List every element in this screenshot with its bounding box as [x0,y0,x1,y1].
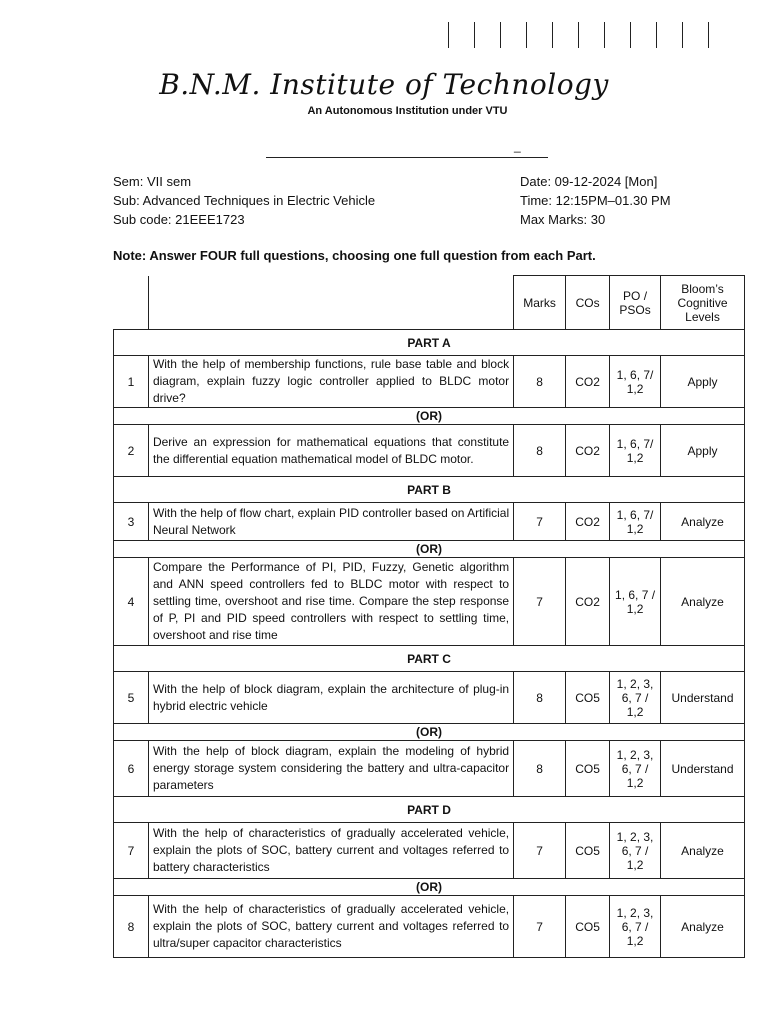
usn-box [604,22,630,48]
question-number: 1 [114,356,149,408]
table-row [114,558,745,646]
part-heading: PART A [114,330,745,356]
question-po: 1, 6, 7/ 1,2 [610,425,661,477]
question-po: 1, 6, 7/ 1,2 [610,503,661,541]
usn-box [656,22,682,48]
table-row [114,896,745,958]
usn-box [448,22,474,48]
question-co: CO2 [566,503,610,541]
usn-box [526,22,552,48]
question-text: With the help of characteristics of gradually accelerated vehicle, explain the plots of SOC, battery current and voltages referred to ultra/super capacitor characteristics [148,896,513,958]
question-marks: 7 [514,823,566,879]
instructions-note: Note: Answer FOUR full questions, choosing one full question from each Part. [113,248,596,263]
part-heading: PART D [114,797,745,823]
institute-name: B.N.M. Institute of Technology [159,68,609,101]
question-marks: 7 [514,896,566,958]
subject-code: Sub code: 21EEE1723 [113,212,245,227]
question-text: Compare the Performance of PI, PID, Fuzzy, Genetic algorithm and ANN speed controllers fed to BLDC motor with respect to settling time, overshoot and rise time. Compare the step response of P, PI and PID speed controllers with respect to settling time, overshoot and rise time [148,558,513,646]
question-marks: 7 [514,558,566,646]
question-text: Derive an expression for mathematical equations that constitute the differential equation mathematical model of BLDC motor. [148,425,513,477]
question-number: 7 [114,823,149,879]
question-text: With the help of block diagram, explain the architecture of plug-in hybrid electric vehicle [148,672,513,724]
question-number: 8 [114,896,149,958]
or-separator: (OR) [114,408,745,425]
question-po: 1, 2, 3, 6, 7 / 1,2 [610,741,661,797]
question-text: With the help of characteristics of gradually accelerated vehicle, explain the plots of SOC, battery current and voltages referred to battery characteristics [148,823,513,879]
table-row [114,672,745,724]
question-bloom: Analyze [661,896,745,958]
header-blooms-level: Bloom’s Cognitive Levels [661,276,745,330]
question-bloom: Analyze [661,503,745,541]
question-co: CO5 [566,741,610,797]
exam-meta-right [520,172,671,229]
question-bloom: Apply [661,425,745,477]
question-bloom: Understand [661,672,745,724]
or-separator: (OR) [114,879,745,896]
usn-box [552,22,578,48]
usn-box [682,22,709,48]
table-header-row [114,276,745,330]
question-co: CO5 [566,823,610,879]
or-separator: (OR) [114,541,745,558]
header-cos: COs [566,276,610,330]
usn-box [500,22,526,48]
question-marks: 8 [514,425,566,477]
semester: Sem: VII sem [113,174,192,189]
question-bloom: Analyze [661,823,745,879]
question-marks: 8 [514,356,566,408]
question-marks: 7 [514,503,566,541]
question-number: 4 [114,558,149,646]
question-marks: 8 [514,741,566,797]
question-table [113,275,745,958]
question-co: CO2 [566,558,610,646]
table-row [114,425,745,477]
usn-entry-boxes [448,22,709,48]
question-text: With the help of membership functions, rule base table and block diagram, explain fuzzy logic controller applied to BLDC motor drive? [148,356,513,408]
exam-meta-left [113,172,375,229]
question-number: 3 [114,503,149,541]
question-bloom: Understand [661,741,745,797]
usn-box [630,22,656,48]
question-bloom: Analyze [661,558,745,646]
question-number: 5 [114,672,149,724]
usn-box [474,22,500,48]
question-po: 1, 2, 3, 6, 7 / 1,2 [610,823,661,879]
table-row [114,356,745,408]
exam-date: Date: 09-12-2024 [Mon] [520,174,658,189]
table-row [114,823,745,879]
exam-title-underline [266,157,548,158]
question-po: 1, 6, 7/ 1,2 [610,356,661,408]
question-co: CO2 [566,425,610,477]
question-bloom: Apply [661,356,745,408]
exam-time: Time: 12:15PM–01.30 PM [520,193,671,208]
question-marks: 8 [514,672,566,724]
table-row [114,503,745,541]
question-number: 6 [114,741,149,797]
part-heading: PART C [114,646,745,672]
header-po-psos: PO / PSOs [610,276,661,330]
subject: Sub: Advanced Techniques in Electric Vehicle [113,193,376,208]
question-text: With the help of flow chart, explain PID controller based on Artificial Neural Network [148,503,513,541]
question-co: CO5 [566,896,610,958]
question-po: 1, 2, 3, 6, 7 / 1,2 [610,672,661,724]
exam-title: _ [514,139,521,153]
max-marks: Max Marks: 30 [520,212,606,227]
header-marks: Marks [514,276,566,330]
or-separator: (OR) [114,724,745,741]
question-text: With the help of block diagram, explain the modeling of hybrid energy storage system considering the battery and ultra-capacitor parameters [148,741,513,797]
institute-subtitle: An Autonomous Institution under VTU [307,105,508,117]
table-row [114,741,745,797]
question-co: CO2 [566,356,610,408]
question-po: 1, 2, 3, 6, 7 / 1,2 [610,896,661,958]
part-heading: PART B [114,477,745,503]
question-po: 1, 6, 7 / 1,2 [610,558,661,646]
question-number: 2 [114,425,149,477]
question-co: CO5 [566,672,610,724]
usn-box [578,22,604,48]
